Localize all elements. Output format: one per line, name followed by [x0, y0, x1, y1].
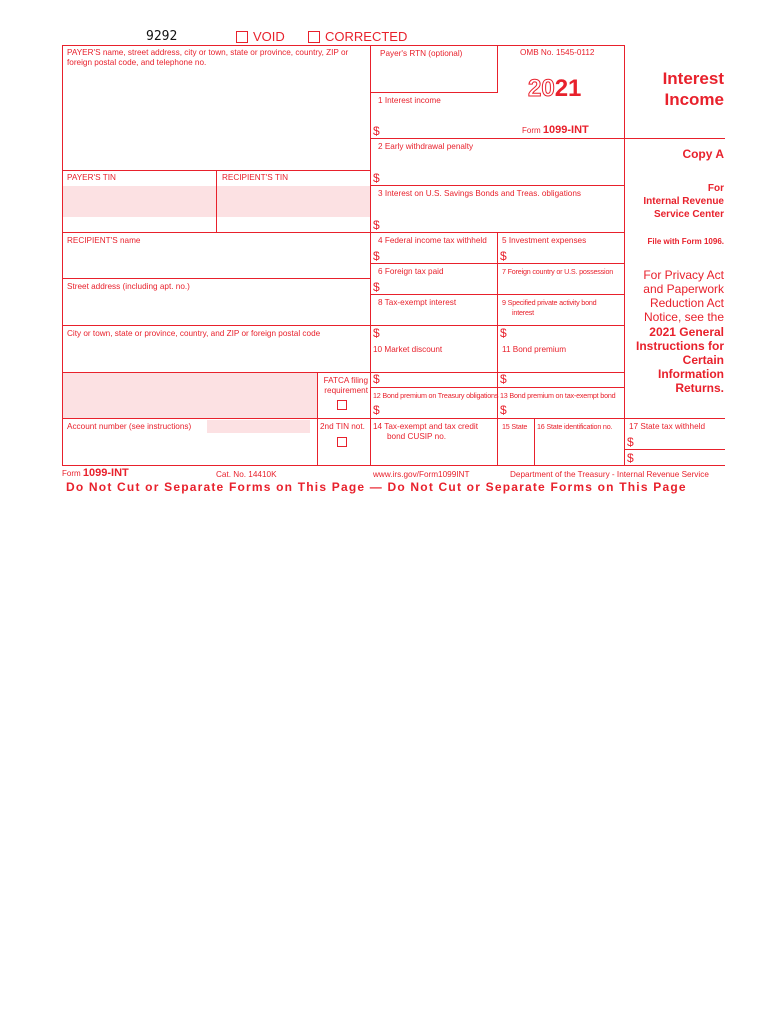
box9-label-line2: interest — [512, 308, 534, 317]
box12-dollar: $ — [373, 403, 380, 417]
box12-label: 12 Bond premium on Treasury obligations — [373, 391, 499, 400]
tax-year-suffix: 21 — [554, 75, 582, 102]
omb-form-name — [522, 124, 589, 136]
instructions-line: Certain — [682, 353, 724, 367]
instructions-line: Returns. — [675, 381, 724, 395]
privacy-line: and Paperwork — [643, 282, 724, 296]
rule — [497, 45, 498, 93]
box9-label-line1: 9 Specified private activity bond — [502, 298, 597, 307]
copy-for-line3: Service Center — [653, 209, 724, 220]
box14-label-line1: 14 Tax-exempt and tax credit — [373, 422, 478, 431]
box4-dollar: $ — [373, 249, 380, 263]
rule — [62, 45, 625, 46]
rule — [534, 418, 535, 465]
instructions-line: Instructions for — [635, 339, 724, 353]
box3-label: 3 Interest on U.S. Savings Bonds and Treas. obligations — [378, 189, 581, 198]
box14-label-line2: bond CUSIP no. — [387, 432, 447, 441]
box7-label: 7 Foreign country or U.S. possession — [502, 267, 614, 276]
privacy-line: For Privacy Act — [643, 268, 724, 282]
box8-dollar: $ — [373, 326, 380, 340]
box11-label: 11 Bond premium — [502, 345, 567, 354]
tax-year — [528, 76, 581, 102]
footer-form-name: 1099-INT — [82, 467, 129, 479]
form-code: 9292 — [146, 29, 178, 44]
title-line1: Interest — [662, 69, 724, 88]
copy-title: Copy A — [682, 147, 724, 161]
recipient-tin-label: RECIPIENT'S TIN — [222, 173, 289, 182]
void-checkbox[interactable] — [236, 31, 248, 43]
fatca-checkbox[interactable] — [337, 400, 347, 410]
rule — [370, 45, 371, 465]
rule — [370, 185, 625, 186]
privacy-line: Notice, see the — [643, 310, 724, 324]
footer-form-prefix: Form — [62, 469, 81, 478]
box3-dollar: $ — [373, 218, 380, 232]
fatca-label-line1: FATCA filing — [323, 376, 368, 385]
recipient-tin-field[interactable] — [217, 186, 370, 217]
privacy-line: Reduction Act — [649, 296, 724, 310]
account-shaded-area — [207, 420, 310, 433]
box11-dollar: $ — [500, 372, 507, 386]
void-label: VOID — [253, 29, 285, 44]
footer-url: www.irs.gov/Form1099INT — [373, 470, 470, 479]
corrected-checkbox[interactable] — [308, 31, 320, 43]
do-not-cut-banner: Do Not Cut or Separate Forms on This Page — Do Not Cut or Separate Forms on This Page — [66, 480, 687, 494]
box17-dollar-1: $ — [627, 435, 634, 449]
shaded-area — [63, 373, 317, 418]
fatca-label-line2: requirement — [324, 386, 368, 395]
footer-dept: Department of the Treasury - Internal Revenue Service — [510, 470, 709, 479]
box2-dollar: $ — [373, 171, 380, 185]
rule — [62, 232, 625, 233]
box5-dollar: $ — [500, 249, 507, 263]
second-tin-label: 2nd TIN not. — [320, 422, 365, 431]
corrected-label: CORRECTED — [325, 29, 408, 44]
rule — [370, 138, 725, 139]
tax-year-prefix: 20 — [528, 75, 555, 102]
rule — [497, 232, 498, 465]
box8-label: 8 Tax-exempt interest — [378, 298, 457, 307]
box16-label: 16 State identification no. — [537, 422, 613, 431]
title-line2: Income — [664, 90, 724, 109]
box13-dollar: $ — [500, 403, 507, 417]
box6-label: 6 Foreign tax paid — [378, 267, 444, 276]
box15-label: 15 State — [502, 422, 528, 431]
box6-dollar: $ — [373, 280, 380, 294]
box10-label: 10 Market discount — [373, 345, 443, 354]
payer-tin-field[interactable] — [63, 186, 216, 217]
rule — [62, 325, 625, 326]
payer-rtn-label: Payer's RTN (optional) — [380, 49, 463, 58]
box1-label: 1 Interest income — [378, 96, 441, 105]
box1-dollar: $ — [373, 124, 380, 138]
instructions-line: 2021 General — [649, 325, 724, 339]
omb-number: OMB No. 1545-0112 — [520, 48, 595, 57]
omb-form-number: 1099-INT — [542, 124, 589, 136]
payer-info-label: PAYER'S name, street address, city or town, state or province, country, ZIP or foreign postal code, and telephone no. — [67, 48, 349, 67]
box17-label: 17 State tax withheld — [629, 422, 706, 431]
copy-for-line2: Internal Revenue — [643, 196, 724, 207]
omb-form-prefix: Form — [522, 126, 541, 135]
recipient-name-label: RECIPIENT'S name — [67, 236, 141, 245]
footer-form — [62, 467, 129, 479]
box9-dollar: $ — [500, 326, 507, 340]
second-tin-checkbox[interactable] — [337, 437, 347, 447]
rule — [370, 92, 497, 93]
rule — [62, 418, 725, 419]
street-label: Street address (including apt. no.) — [67, 282, 190, 291]
box10-dollar: $ — [373, 372, 380, 386]
copy-for-line1: For — [707, 183, 724, 194]
rule — [62, 465, 725, 466]
footer-cat-no: Cat. No. 14410K — [216, 470, 277, 479]
account-label: Account number (see instructions) — [67, 422, 192, 431]
rule — [62, 278, 370, 279]
payer-tin-label: PAYER'S TIN — [67, 173, 116, 182]
box13-label: 13 Bond premium on tax-exempt bond — [500, 391, 616, 400]
box5-label: 5 Investment expenses — [502, 236, 587, 245]
instructions-line: Information — [658, 367, 724, 381]
file-with-1096: File with Form 1096. — [647, 237, 724, 246]
box4-label: 4 Federal income tax withheld — [378, 236, 487, 245]
rule — [624, 449, 725, 450]
box17-dollar-2: $ — [627, 451, 634, 465]
city-label: City or town, state or province, country, and ZIP or foreign postal code — [67, 329, 321, 338]
box2-label: 2 Early withdrawal penalty — [378, 142, 474, 151]
